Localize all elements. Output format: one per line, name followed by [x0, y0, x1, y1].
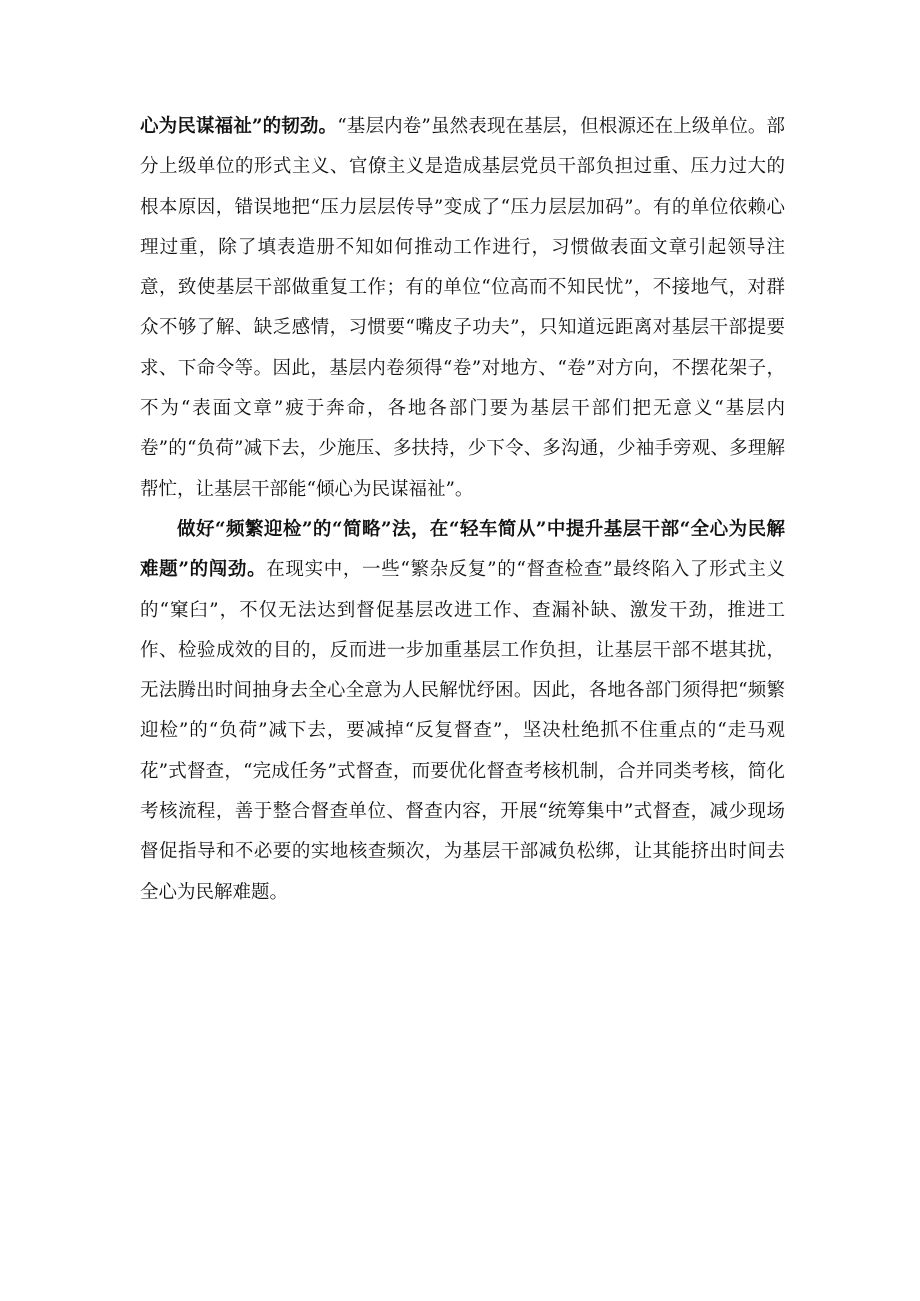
document-page [140, 107, 785, 913]
paragraph-continued [140, 107, 785, 510]
paragraph-body: “基层内卷”虽然表现在基层，但根源还在上级单位。部分上级单位的形式主义、官僚主义是造成基层党员干部负担过重、压力过大的根本原因，错误地把“压力层层传导”变成了“压力层层加码”。有的单位依赖心理过重，除了填表造册不知如何推动工作进行，习惯做表面文章引起领导注意，致使基层干部做重复工作；有的单位“位高而不知民忧”，不接地气，对群众不够了解、缺乏感情，习惯要“嘴皮子功夫”，只知道远距离对基层干部提要求、下命令等。因此，基层内卷须得“卷”对地方、“卷”对方向，不摆花架子，不为“表面文章”疲于奔命，各地各部门要为基层干部们把无意义“基层内卷”的“负荷”减下去，少施压、多扶持，少下令、多沟通，少袖手旁观、多理解帮忙，让基层干部能“倾心为民谋福祉”。 [140, 116, 785, 500]
paragraph-inspection [140, 510, 785, 913]
paragraph-body: 在现实中，一些“繁杂反复”的“督查检查”最终陷入了形式主义的“窠臼”，不仅无法达到督促基层改进工作、查漏补缺、激发干劲，推进工作、检验成效的目的，反而进一步加重基层工作负担，让基层干部不堪其扰，无法腾出时间抽身去全心全意为人民解忧纾困。因此，各地各部门须得把“频繁迎检”的“负荷”减下去，要减掉“反复督查”，坚决杜绝抓不住重点的“走马观花”式督查，“完成任务”式督查，而要优化督查考核机制，合并同类考核，简化考核流程，善于整合督查单位、督查内容，开展“统筹集中”式督查，减少现场督促指导和不必要的实地核查频次，为基层干部减负松绑，让其能挤出时间去全心为民解难题。 [140, 559, 785, 903]
paragraph-lead-bold: 心为民谋福祉”的韧劲。 [140, 116, 338, 137]
paragraph-lead-bold: 做好“频繁迎检”的“简略”法，在“轻车简从”中提升基层干部“全心为民解难题”的闯劲。 [140, 518, 785, 581]
